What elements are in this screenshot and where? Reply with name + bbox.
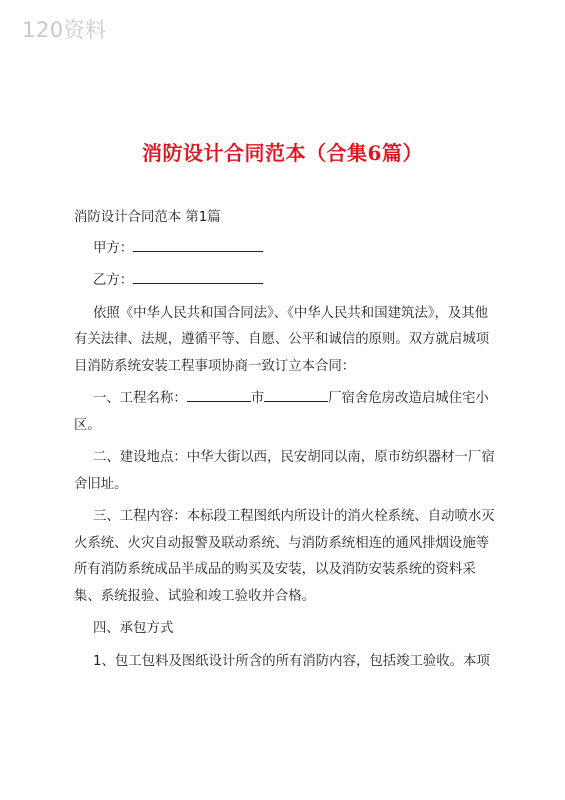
party-b-label: 乙方： [93,273,134,288]
document-body [74,205,500,675]
party-a-label: 甲方： [93,240,134,256]
party-b-line [74,268,500,295]
section-heading: 消防设计合同范本 第1篇 [74,210,221,225]
item-1-suffix: 厂宿舍危房改造启城住宅小区。 [74,391,489,433]
party-a-blank [133,237,263,252]
document-title: 消防设计合同范本（合集6篇） [142,141,423,166]
party-a-line [74,236,500,263]
item-4-1-paragraph: 1、包工包料及图纸设计所含的所有消防内容，包括竣工验收。本项 [93,653,490,669]
item-1-blank-b [264,387,328,402]
item-1-blank-a [187,387,251,402]
item-2-paragraph: 二、建设地点：中华大街以西，民安胡同以南，原市纺织器材一厂宿舍旧址。 [74,450,495,492]
item-4-heading: 四、承包方式 [93,621,174,636]
item-1-paragraph [74,386,500,439]
intro-paragraph: 依照《中华人民共和国合同法》、《中华人民共和国建筑法》，及其他有关法律、法规，遵循平等、自愿、公平和诚信的原则。双方就启城项目消防系统安装工程事项协商一致订立本合同： [74,305,490,374]
watermark: 120资料 [22,18,107,42]
item-3-paragraph: 三、工程内容：本标段工程图纸内所设计的消火栓系统、自动喷水灭火系统、火灾自动报警及联动系统、与消防系统相连的通风排烟设施等所有消防系统成品半成品的购买及安装，以及消防安装系统的资料采集、系统报验、试验和竣工验收并合格。 [74,509,495,604]
item-1-prefix: 一、工程名称： [93,391,187,406]
party-b-blank [133,269,263,284]
item-1-mid: 市 [250,391,265,406]
